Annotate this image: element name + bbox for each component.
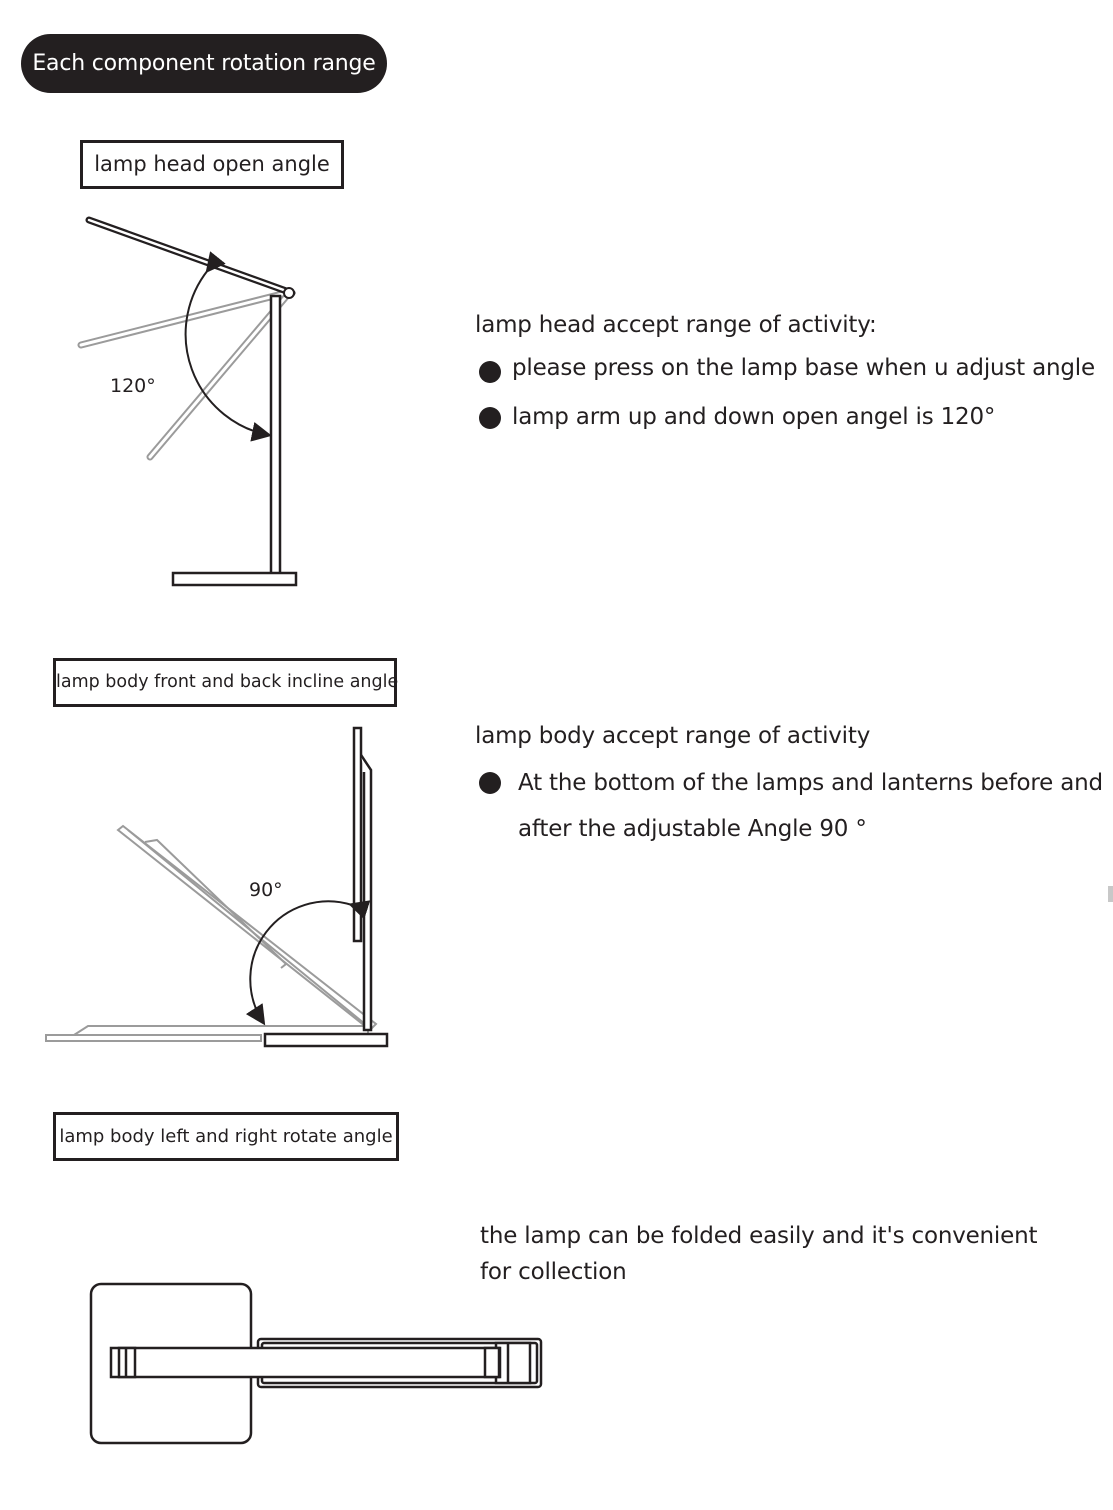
lamp-body-bullet-line-2: after the adjustable Angle 90 ° (518, 816, 867, 842)
lamp-body-rotate-angle-label: lamp body left and right rotate angle (53, 1112, 399, 1161)
lamp-body-incline-angle-label: lamp body front and back incline angle (53, 658, 397, 707)
lamp-head-bullet-2: lamp arm up and down open angel is 120° (512, 404, 996, 430)
page-title: Each component rotation range (21, 34, 387, 93)
folded-lamp-arm (111, 1348, 500, 1377)
folding-description-line-1: the lamp can be folded easily and it's convenient (480, 1223, 1038, 1249)
lamp-head-bullet-1: please press on the lamp base when u adjust angle (512, 355, 1095, 381)
lamp-head-open-angle-label: lamp head open angle (80, 140, 344, 189)
angle-label-90: 90° (249, 879, 283, 901)
folding-description-line-2: for collection (480, 1259, 627, 1285)
lamp-body-heading: lamp body accept range of activity (475, 723, 871, 749)
lamp-head-heading: lamp head accept range of activity: (475, 312, 877, 338)
lamp-body-bullet-line-1: At the bottom of the lamps and lanterns before and (518, 770, 1103, 796)
angle-label-120: 120° (110, 375, 156, 397)
